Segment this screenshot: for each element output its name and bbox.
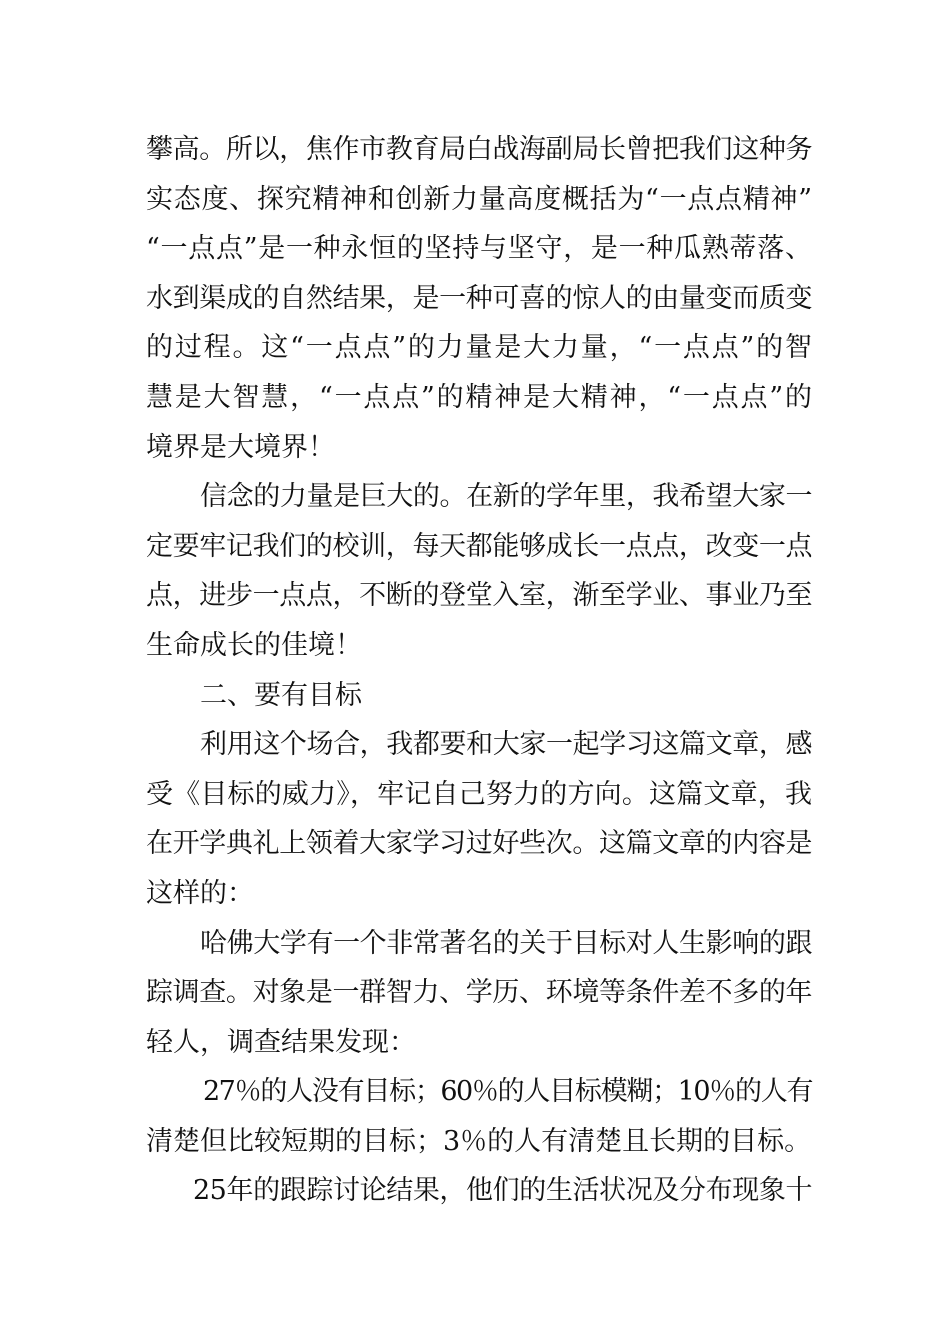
paragraph-start-line: 25年的跟踪讨论结果，他们的生活状况及分布现象十 [193, 1175, 812, 1207]
text-line: 定要牢记我们的校训，每天都能够成长一点点，改变一点 [146, 530, 812, 562]
text-line: 水到渠成的自然结果，是一种可喜的惊人的由量变而质变 [146, 282, 812, 314]
text-line: 慧是大智慧，“一点点”的精神是大精神，“一点点”的 [146, 381, 812, 413]
text-line: “一点点”是一种永恒的坚持与坚守，是一种瓜熟蒂落、 [146, 233, 812, 265]
paragraph-start-line: 利用这个场合，我都要和大家一起学习这篇文章，感 [200, 729, 812, 761]
paragraph-start-line: 哈佛大学有一个非常著名的关于目标对人生影响的跟 [200, 927, 812, 959]
paragraph-start-line: 信念的力量是巨大的。在新的学年里，我希望大家一 [200, 481, 812, 513]
body-text [146, 125, 812, 1216]
text-line: 轻人，调查结果发现： [146, 1026, 416, 1058]
section-heading: 二、要有目标 [200, 679, 362, 711]
text-line: 的过程。这“一点点”的力量是大力量，“一点点”的智 [146, 332, 812, 364]
text-line: 点，进步一点点，不断的登堂入室，渐至学业、事业乃至 [146, 580, 812, 612]
text-line: 这样的： [146, 877, 254, 909]
text-line: 在开学典礼上领着大家学习过好些次。这篇文章的内容是 [146, 828, 812, 860]
text-line: 踪调查。对象是一群智力、学历、环境等条件差不多的年 [146, 977, 812, 1009]
text-line: 生命成长的佳境！ [146, 629, 362, 661]
text-line: 清楚但比较短期的目标；3％的人有清楚且长期的目标。 [146, 1125, 812, 1157]
text-line: 攀高。所以，焦作市教育局白战海副局长曾把我们这种务 [146, 134, 812, 165]
text-line: 受《目标的威力》，牢记自己努力的方向。这篇文章，我 [146, 778, 812, 810]
paragraph-start-line: 27％的人没有目标；60％的人目标模糊；10％的人有 [203, 1076, 812, 1108]
text-line: 境界是大境界！ [146, 431, 335, 463]
text-line: 实态度、探究精神和创新力量高度概括为“一点点精神” [146, 183, 812, 215]
